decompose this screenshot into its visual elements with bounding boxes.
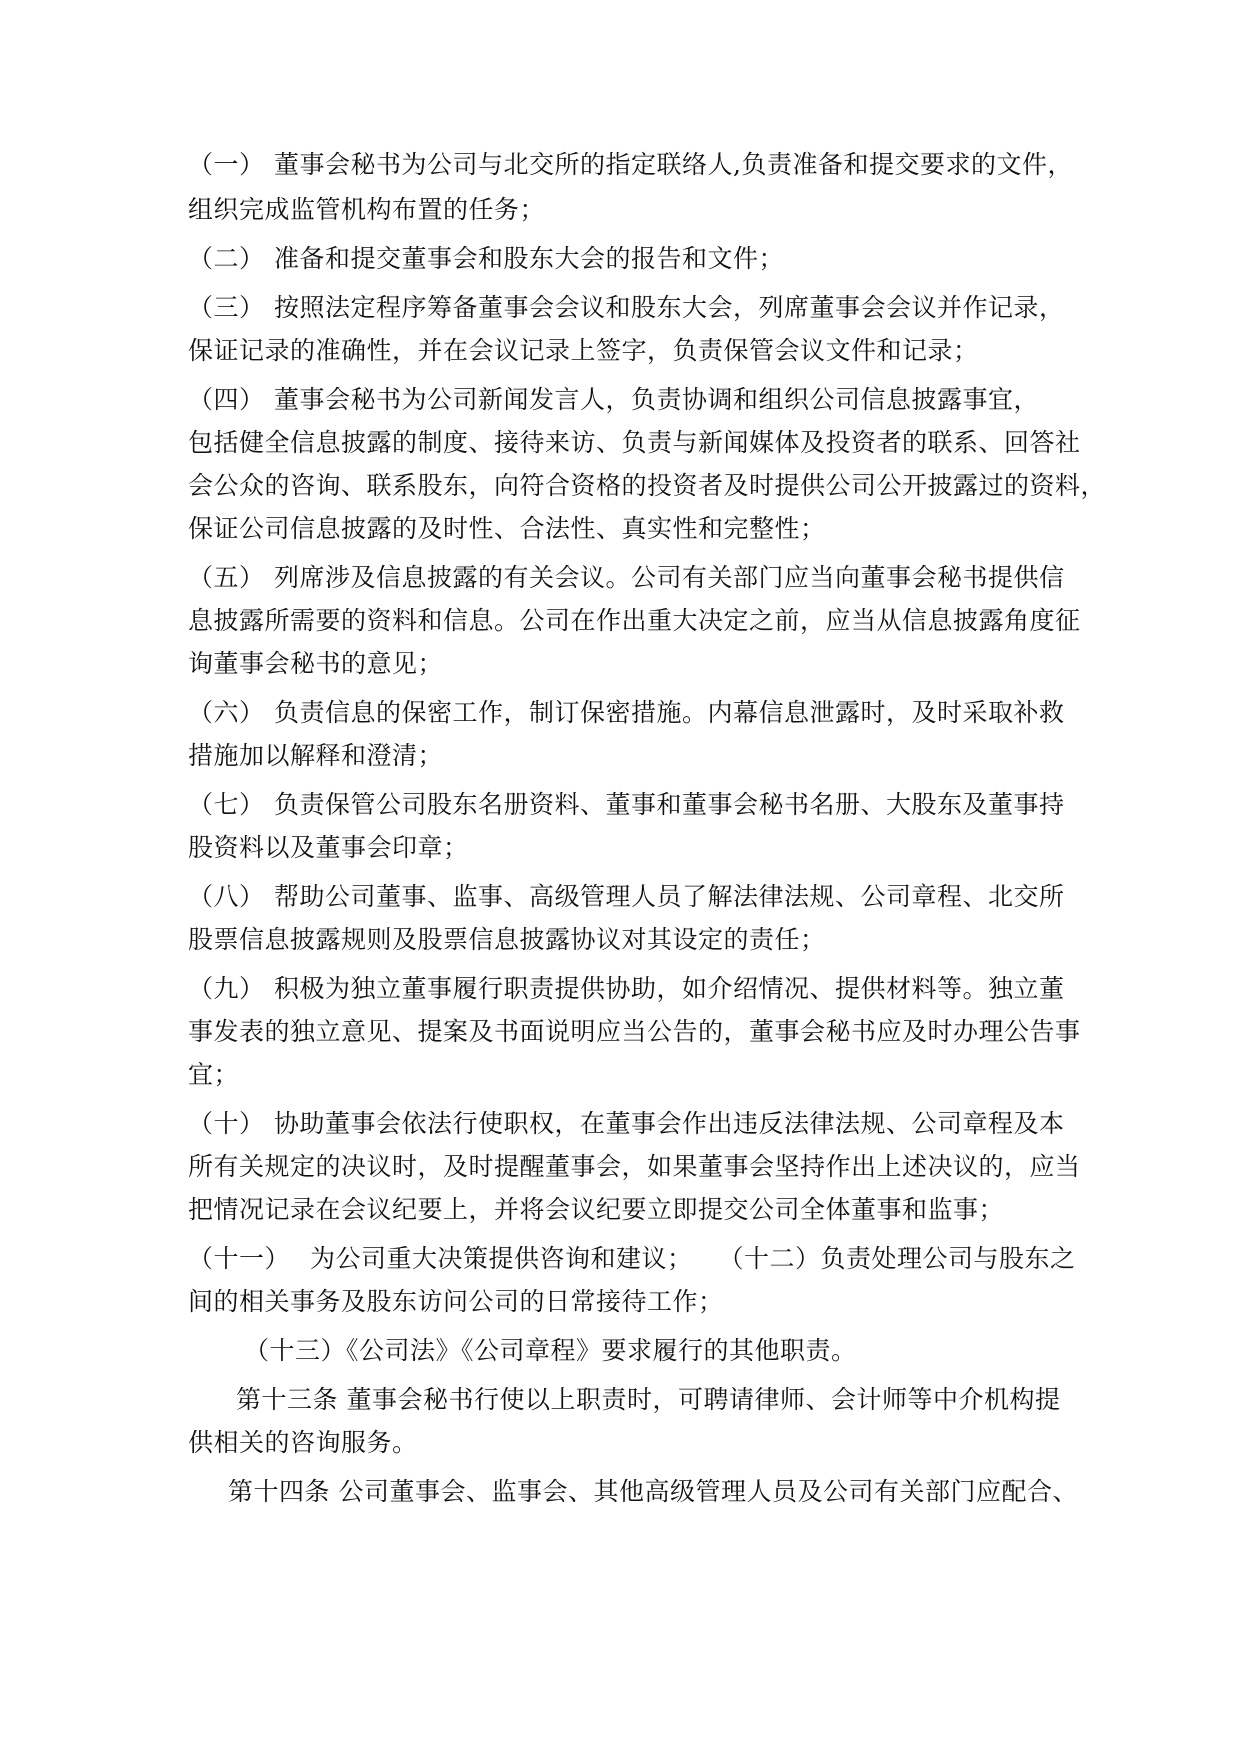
item-12-text-1: 负责处理公司与股东之: [820, 1244, 1076, 1273]
item-2-line-1: [188, 242, 784, 276]
item-3-line-2: 保证记录的准确性，并在会议记录上签字，负责保管会议文件和记录；: [188, 336, 979, 365]
item-5-line-1: [188, 561, 1065, 595]
item-1-line-2: 组织完成监管机构布置的任务；: [188, 195, 546, 224]
item-6-line-2: 措施加以解释和澄清；: [188, 741, 444, 770]
item-8-text-1: 帮助公司董事、监事、高级管理人员了解法律法规、公司章程、北交所: [274, 882, 1065, 911]
item-5-number: （五）: [188, 563, 265, 592]
item-2-number: （二）: [188, 244, 265, 273]
item-7-text-1: 负责保管公司股东名册资料、董事和董事会秘书名册、大股东及董事持: [274, 790, 1065, 819]
item-7-line-1: [188, 788, 1065, 822]
item-7-number: （七）: [188, 790, 265, 819]
item-9-line-3: 宜；: [188, 1060, 240, 1089]
item-3-line-1: [188, 291, 1065, 325]
article-13-line-2: 供相关的咨询服务。: [188, 1428, 418, 1457]
item-10-text-1: 协助董事会依法行使职权，在董事会作出违反法律法规、公司章程及本: [274, 1109, 1065, 1138]
item-13-line-1: （十三）《公司法》《公司章程》要求履行的其他职责。: [244, 1336, 857, 1365]
item-1-number: （一）: [188, 150, 265, 179]
item-6-line-1: [188, 696, 1065, 730]
item-5-line-2: 息披露所需要的资料和信息。公司在作出重大决定之前，应当从信息披露角度征: [188, 606, 1081, 635]
item-12-number: （十二）: [718, 1244, 821, 1273]
item-10-line-3: 把情况记录在会议纪要上，并将会议纪要立即提交公司全体董事和监事；: [188, 1195, 1005, 1224]
item-9-text-1: 积极为独立董事履行职责提供协助，如介绍情况、提供材料等。独立董: [274, 974, 1065, 1003]
item-11-number: （十一）: [188, 1244, 291, 1273]
item-10-line-1: [188, 1107, 1065, 1141]
article-14-line-1: 第十四条 公司董事会、监事会、其他高级管理人员及公司有关部门应配合、: [228, 1477, 1078, 1506]
item-11-line-1: [188, 1242, 1076, 1276]
item-9-number: （九）: [188, 974, 265, 1003]
item-1-text-1: 董事会秘书为公司与北交所的指定联络人,负责准备和提交要求的文件，: [274, 150, 1073, 179]
item-1-line-1: [188, 148, 1073, 182]
item-8-line-2: 股票信息披露规则及股票信息披露协议对其设定的责任；: [188, 925, 826, 954]
item-4-line-3: 会公众的咨询、联系股东，向符合资格的投资者及时提供公司公开披露过的资料，: [188, 471, 1107, 500]
item-2-text-1: 准备和提交董事会和股东大会的报告和文件；: [274, 244, 785, 273]
item-11-text-1: 为公司重大决策提供咨询和建议；: [310, 1244, 693, 1273]
item-4-line-1: [188, 383, 1039, 417]
item-3-number: （三）: [188, 293, 265, 322]
item-9-line-1: [188, 972, 1065, 1006]
item-4-line-2: 包括健全信息披露的制度、接待来访、负责与新闻媒体及投资者的联系、回答社: [188, 428, 1081, 457]
article-13-line-1: 第十三条 董事会秘书行使以上职责时，可聘请律师、会计师等中介机构提: [236, 1385, 1061, 1414]
item-9-line-2: 事发表的独立意见、提案及书面说明应当公告的，董事会秘书应及时办理公告事: [188, 1017, 1081, 1046]
item-4-text-1: 董事会秘书为公司新闻发言人，负责协调和组织公司信息披露事宜，: [274, 385, 1040, 414]
item-5-line-3: 询董事会秘书的意见；: [188, 649, 444, 678]
item-8-number: （八）: [188, 882, 265, 911]
item-3-text-1: 按照法定程序筹备董事会会议和股东大会，列席董事会会议并作记录，: [274, 293, 1065, 322]
item-6-text-1: 负责信息的保密工作，制订保密措施。内幕信息泄露时，及时采取补救: [274, 698, 1065, 727]
item-5-text-1: 列席涉及信息披露的有关会议。公司有关部门应当向董事会秘书提供信: [274, 563, 1065, 592]
item-12-line-2: 间的相关事务及股东访问公司的日常接待工作；: [188, 1287, 724, 1316]
item-7-line-2: 股资料以及董事会印章；: [188, 833, 469, 862]
item-4-line-4: 保证公司信息披露的及时性、合法性、真实性和完整性；: [188, 514, 826, 543]
item-4-number: （四）: [188, 385, 265, 414]
item-10-number: （十）: [188, 1109, 265, 1138]
item-10-line-2: 所有关规定的决议时，及时提醒董事会，如果董事会坚持作出上述决议的，应当: [188, 1152, 1081, 1181]
item-8-line-1: [188, 880, 1065, 914]
item-6-number: （六）: [188, 698, 265, 727]
